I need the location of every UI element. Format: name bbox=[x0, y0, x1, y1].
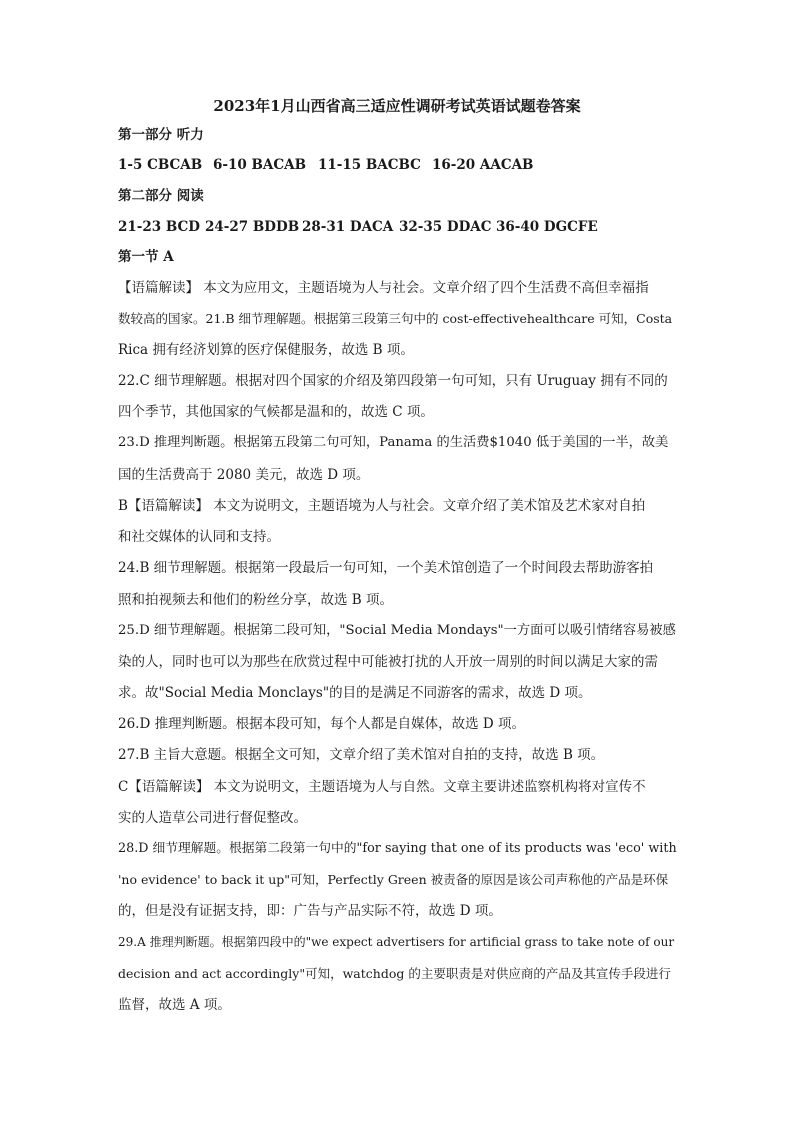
part1-heading: 第一部分 听力 bbox=[118, 127, 204, 143]
text-line: decision and act accordingly"可知，watchdog 的主要职责是对供应商的产品及其宣传手段进行 bbox=[118, 966, 671, 981]
answer-group: 1-5 CBCAB bbox=[118, 157, 203, 173]
text-line: 染的人，同时也可以为那些在欣赏过程中可能被打扰的人开放一周别的时间以满足大家的需 bbox=[118, 654, 658, 670]
text-line: 照和拍视频去和他们的粉丝分享，故选 B 项。 bbox=[118, 592, 394, 608]
text-line: 和社交媒体的认同和支持。 bbox=[118, 529, 280, 545]
text-line: 【语篇解读】 本文为应用文，主题语境为人与社会。文章介绍了四个生活费不高但幸福指 bbox=[118, 280, 649, 296]
text-line: 的，但是没有证据支持，即：广告与产品实际不符，故选 D 项。 bbox=[118, 903, 502, 919]
section-heading: 第一节 A bbox=[118, 249, 174, 265]
text-line: 27.B 主旨大意题。根据全文可知，文章介绍了美术馆对自拍的支持，故选 B 项。 bbox=[118, 747, 605, 763]
text-line: 24.B 细节理解题。根据第一段最后一句可知，一个美术馆创造了一个时间段去帮助游客拍 bbox=[118, 560, 654, 576]
text-line: 22.C 细节理解题。根据对四个国家的介绍及第四段第一句可知，只有 Uruguay 拥有不同的 bbox=[118, 373, 668, 389]
text-line: B【语篇解读】 本文为说明文，主题语境为人与社会。文章介绍了美术馆及艺术家对自拍 bbox=[118, 498, 646, 514]
text-line: Rica 拥有经济划算的医疗保健服务，故选 B 项。 bbox=[118, 342, 414, 358]
answer-group: 28-31 DACA bbox=[302, 219, 394, 235]
part1-answers bbox=[118, 155, 678, 175]
text-line: 监督，故选 A 项。 bbox=[118, 997, 231, 1013]
answer-group: 6-10 BACAB bbox=[213, 157, 306, 173]
text-line: 国的生活费高于 2080 美元，故选 D 项。 bbox=[118, 467, 370, 483]
answer-group: 21-23 BCD bbox=[118, 219, 200, 235]
text-line: 'no evidence' to back it up"可知，Perfectly Green 被责备的原因是该公司声称他的产品是环保 bbox=[118, 872, 669, 887]
text-line: 四个季节，其他国家的气候都是温和的，故选 C 项。 bbox=[118, 404, 434, 420]
text-line: 实的人造草公司进行督促整改。 bbox=[118, 810, 307, 826]
text-line: 26.D 推理判断题。根据本段可知，每个人都是自媒体，故选 D 项。 bbox=[118, 716, 525, 732]
text-line: 28.D 细节理解题。根据第二段第一句中的"for saying that one of its products was 'eco' with bbox=[118, 841, 677, 856]
text-line: C【语篇解读】 本文为说明文，主题语境为人与自然。文章主要讲述监察机构将对宣传不 bbox=[118, 779, 646, 795]
text-line: 29.A 推理判断题。根据第四段中的"we expect advertisers for artificial grass to take note of our bbox=[118, 935, 675, 949]
part2-heading: 第二部分 阅读 bbox=[118, 188, 204, 204]
answer-group: 24-27 BDDB bbox=[205, 219, 300, 235]
answer-group: 16-20 AACAB bbox=[432, 157, 534, 173]
text-line: 25.D 细节理解题。根据第二段可知，"Social Media Mondays"一方面可以吸引情绪容易被感 bbox=[118, 623, 676, 638]
part2-answers bbox=[118, 217, 678, 237]
answer-group: 36-40 DGCFE bbox=[496, 219, 598, 235]
answer-group: 11-15 BACBC bbox=[318, 157, 421, 173]
text-line: 23.D 推理判断题。根据第五段第二句可知，Panama 的生活费$1040 低于美国的一半，故美 bbox=[118, 435, 669, 450]
answer-group: 32-35 DDAC bbox=[399, 219, 492, 235]
text-line: 数较高的国家。21.B 细节理解题。根据第三段第三句中的 cost-effectivehealthcare 可知，Costa bbox=[118, 311, 673, 326]
page-title: 2023年1月山西省高三适应性调研考试英语试题卷答案 bbox=[213, 97, 581, 115]
text-line: 求。故"Social Media Monclays"的目的是满足不同游客的需求，故选 D 项。 bbox=[118, 685, 592, 701]
